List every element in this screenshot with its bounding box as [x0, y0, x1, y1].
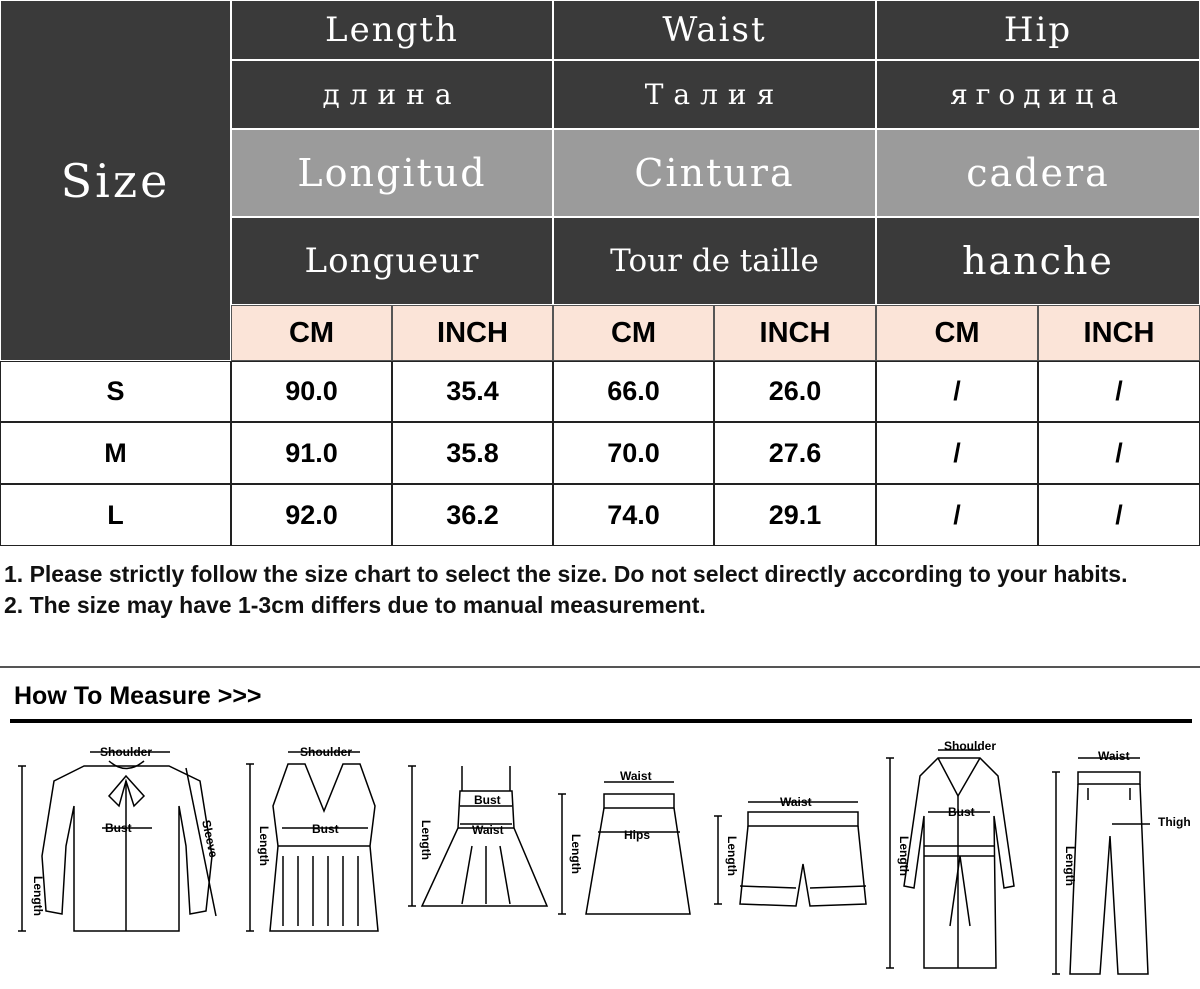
length-label: Length [897, 836, 911, 876]
table-cell: / [1038, 422, 1200, 484]
blouse-diagram [14, 736, 229, 936]
shorts-diagram [708, 736, 873, 936]
table-cell: 90.0 [231, 361, 392, 422]
table-cell: 26.0 [714, 361, 876, 422]
shoulder-label: Shoulder [944, 739, 997, 753]
unit-waist-cm: CM [553, 305, 714, 361]
coat-dress-diagram [880, 736, 1030, 986]
dress-diagram [402, 736, 552, 936]
table-cell: 36.2 [392, 484, 553, 546]
waist-label: Waist [780, 795, 812, 809]
shoulder-label: Shoulder [100, 745, 153, 759]
skirt-diagram [556, 736, 701, 936]
table-cell: 27.6 [714, 422, 876, 484]
length-header-ru: длина [231, 60, 553, 129]
table-cell: 74.0 [553, 484, 714, 546]
waist-header-en: Waist [553, 0, 876, 60]
waist-header-fr: Tour de taille [553, 217, 876, 305]
divider [0, 666, 1200, 668]
hip-header-es: cadera [876, 129, 1200, 217]
waist-header-es: Cintura [553, 129, 876, 217]
length-header-fr: Longueur [231, 217, 553, 305]
hip-header-fr: hanche [876, 217, 1200, 305]
title-underline [10, 719, 1192, 723]
length-label: Length [569, 834, 583, 874]
bust-label: Bust [312, 822, 339, 836]
length-label: Length [419, 820, 433, 860]
unit-waist-inch: INCH [714, 305, 876, 361]
unit-length-cm: CM [231, 305, 392, 361]
length-header-es: Longitud [231, 129, 553, 217]
table-cell: / [876, 422, 1038, 484]
table-cell: / [876, 484, 1038, 546]
bust-label: Bust [474, 793, 501, 807]
hip-header-ru: ягодица [876, 60, 1200, 129]
unit-hip-inch: INCH [1038, 305, 1200, 361]
sleeve-label: Sleeve [199, 818, 221, 859]
waist-label: Waist [620, 769, 652, 783]
table-cell: 66.0 [553, 361, 714, 422]
waist-label: Waist [1098, 749, 1130, 763]
unit-hip-cm: CM [876, 305, 1038, 361]
trousers-diagram [1040, 736, 1200, 986]
waist-header-ru: Талия [553, 60, 876, 129]
length-label: Length [725, 836, 739, 876]
table-cell: 70.0 [553, 422, 714, 484]
table-cell: 92.0 [231, 484, 392, 546]
waist-label: Waist [472, 823, 504, 837]
row-size-label: M [0, 422, 231, 484]
length-header-en: Length [231, 0, 553, 60]
row-size-label: S [0, 361, 231, 422]
length-label: Length [1063, 846, 1077, 886]
table-cell: / [1038, 361, 1200, 422]
table-cell: 35.8 [392, 422, 553, 484]
unit-length-inch: INCH [392, 305, 553, 361]
size-notes [4, 560, 1194, 622]
bust-label: Bust [948, 805, 975, 819]
table-cell: 35.4 [392, 361, 553, 422]
length-label: Length [31, 876, 45, 916]
thigh-label: Thigh [1158, 815, 1191, 829]
table-cell: / [1038, 484, 1200, 546]
how-to-measure-title: How To Measure >>> [14, 682, 262, 710]
tank-top-diagram [238, 736, 398, 936]
row-size-label: L [0, 484, 231, 546]
hips-label: Hips [624, 828, 651, 842]
length-label: Length [257, 826, 271, 866]
note-1: 1. Please strictly follow the size chart to select the size. Do not select directly according to your habits. [4, 561, 1128, 587]
shoulder-label: Shoulder [300, 745, 353, 759]
bust-label: Bust [105, 821, 132, 835]
table-cell: 91.0 [231, 422, 392, 484]
hip-header-en: Hip [876, 0, 1200, 60]
table-cell: 29.1 [714, 484, 876, 546]
size-header: Size [0, 0, 231, 361]
table-cell: / [876, 361, 1038, 422]
note-2: 2. The size may have 1-3cm differs due to manual measurement. [4, 592, 706, 618]
